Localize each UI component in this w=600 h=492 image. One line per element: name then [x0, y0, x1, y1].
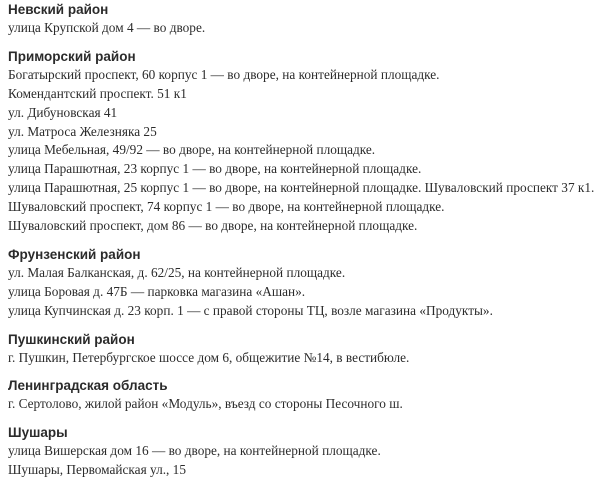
district-section-nevsky	[8, 0, 598, 38]
district-heading: Шушары	[8, 425, 68, 441]
address-line: улица Парашютная, 25 корпус 1 — во дворе, на контейнерной площадке. Шуваловский проспект 37 к1.	[8, 180, 595, 196]
district-section-frunzensky	[8, 245, 598, 321]
address-line: улица Вишерская дом 16 — во дворе, на контейнерной площадке.	[8, 443, 381, 459]
address-line: ул. Матроса Железняка 25	[8, 123, 157, 139]
address-line: г. Сертолово, жилой район «Модуль», въезд со стороны Песочного ш.	[8, 396, 403, 412]
address-line: Шуваловский проспект, 74 корпус 1 — во дворе, на контейнерной площадке.	[8, 199, 445, 215]
district-heading: Ленинградская область	[8, 378, 168, 394]
section-gap	[8, 367, 598, 376]
district-heading: Невский район	[8, 2, 109, 17]
section-gap	[8, 321, 598, 330]
address-line: Богатырский проспект, 60 корпус 1 — во дворе, на контейнерной площадке.	[8, 66, 440, 82]
address-list	[8, 0, 598, 480]
address-line: улица Крупской дом 4 — во дворе.	[8, 20, 206, 35]
district-section-shushary	[8, 423, 598, 480]
address-line: улица Мебельная, 49/92 — во дворе, на контейнерной площадке.	[8, 142, 376, 158]
district-section-pushkinsky	[8, 330, 598, 368]
address-line: улица Боровая д. 47Б — парковка магазина «Ашан».	[8, 283, 306, 299]
district-heading: Пушкинский район	[8, 331, 135, 347]
district-section-primorsky	[8, 47, 598, 236]
address-line: Комендантский проспект. 51 к1	[8, 85, 187, 101]
address-line: Шушары, Первомайская ул., 15	[8, 462, 186, 478]
district-heading: Фрунзенский район	[8, 246, 141, 262]
address-line: г. Пушкин, Петербургское шоссе дом 6, общежитие №14, в вестибюле.	[8, 349, 410, 365]
address-line: улица Купчинская д. 23 корп. 1 — с правой стороны ТЦ, возле магазина «Продукты».	[8, 302, 493, 318]
district-heading: Приморский район	[8, 48, 136, 64]
address-line: улица Парашютная, 23 корпус 1 — во дворе, на контейнерной площадке.	[8, 161, 422, 177]
address-line: ул. Малая Балканская, д. 62/25, на контейнерной площадке.	[8, 264, 346, 280]
section-gap	[8, 414, 598, 423]
address-line: Шуваловский проспект, дом 86 — во дворе, на контейнерной площадке.	[8, 218, 418, 234]
section-gap	[8, 38, 598, 47]
address-line: ул. Дибуновская 41	[8, 104, 118, 120]
section-gap	[8, 236, 598, 245]
district-section-leningrad-oblast	[8, 376, 598, 414]
